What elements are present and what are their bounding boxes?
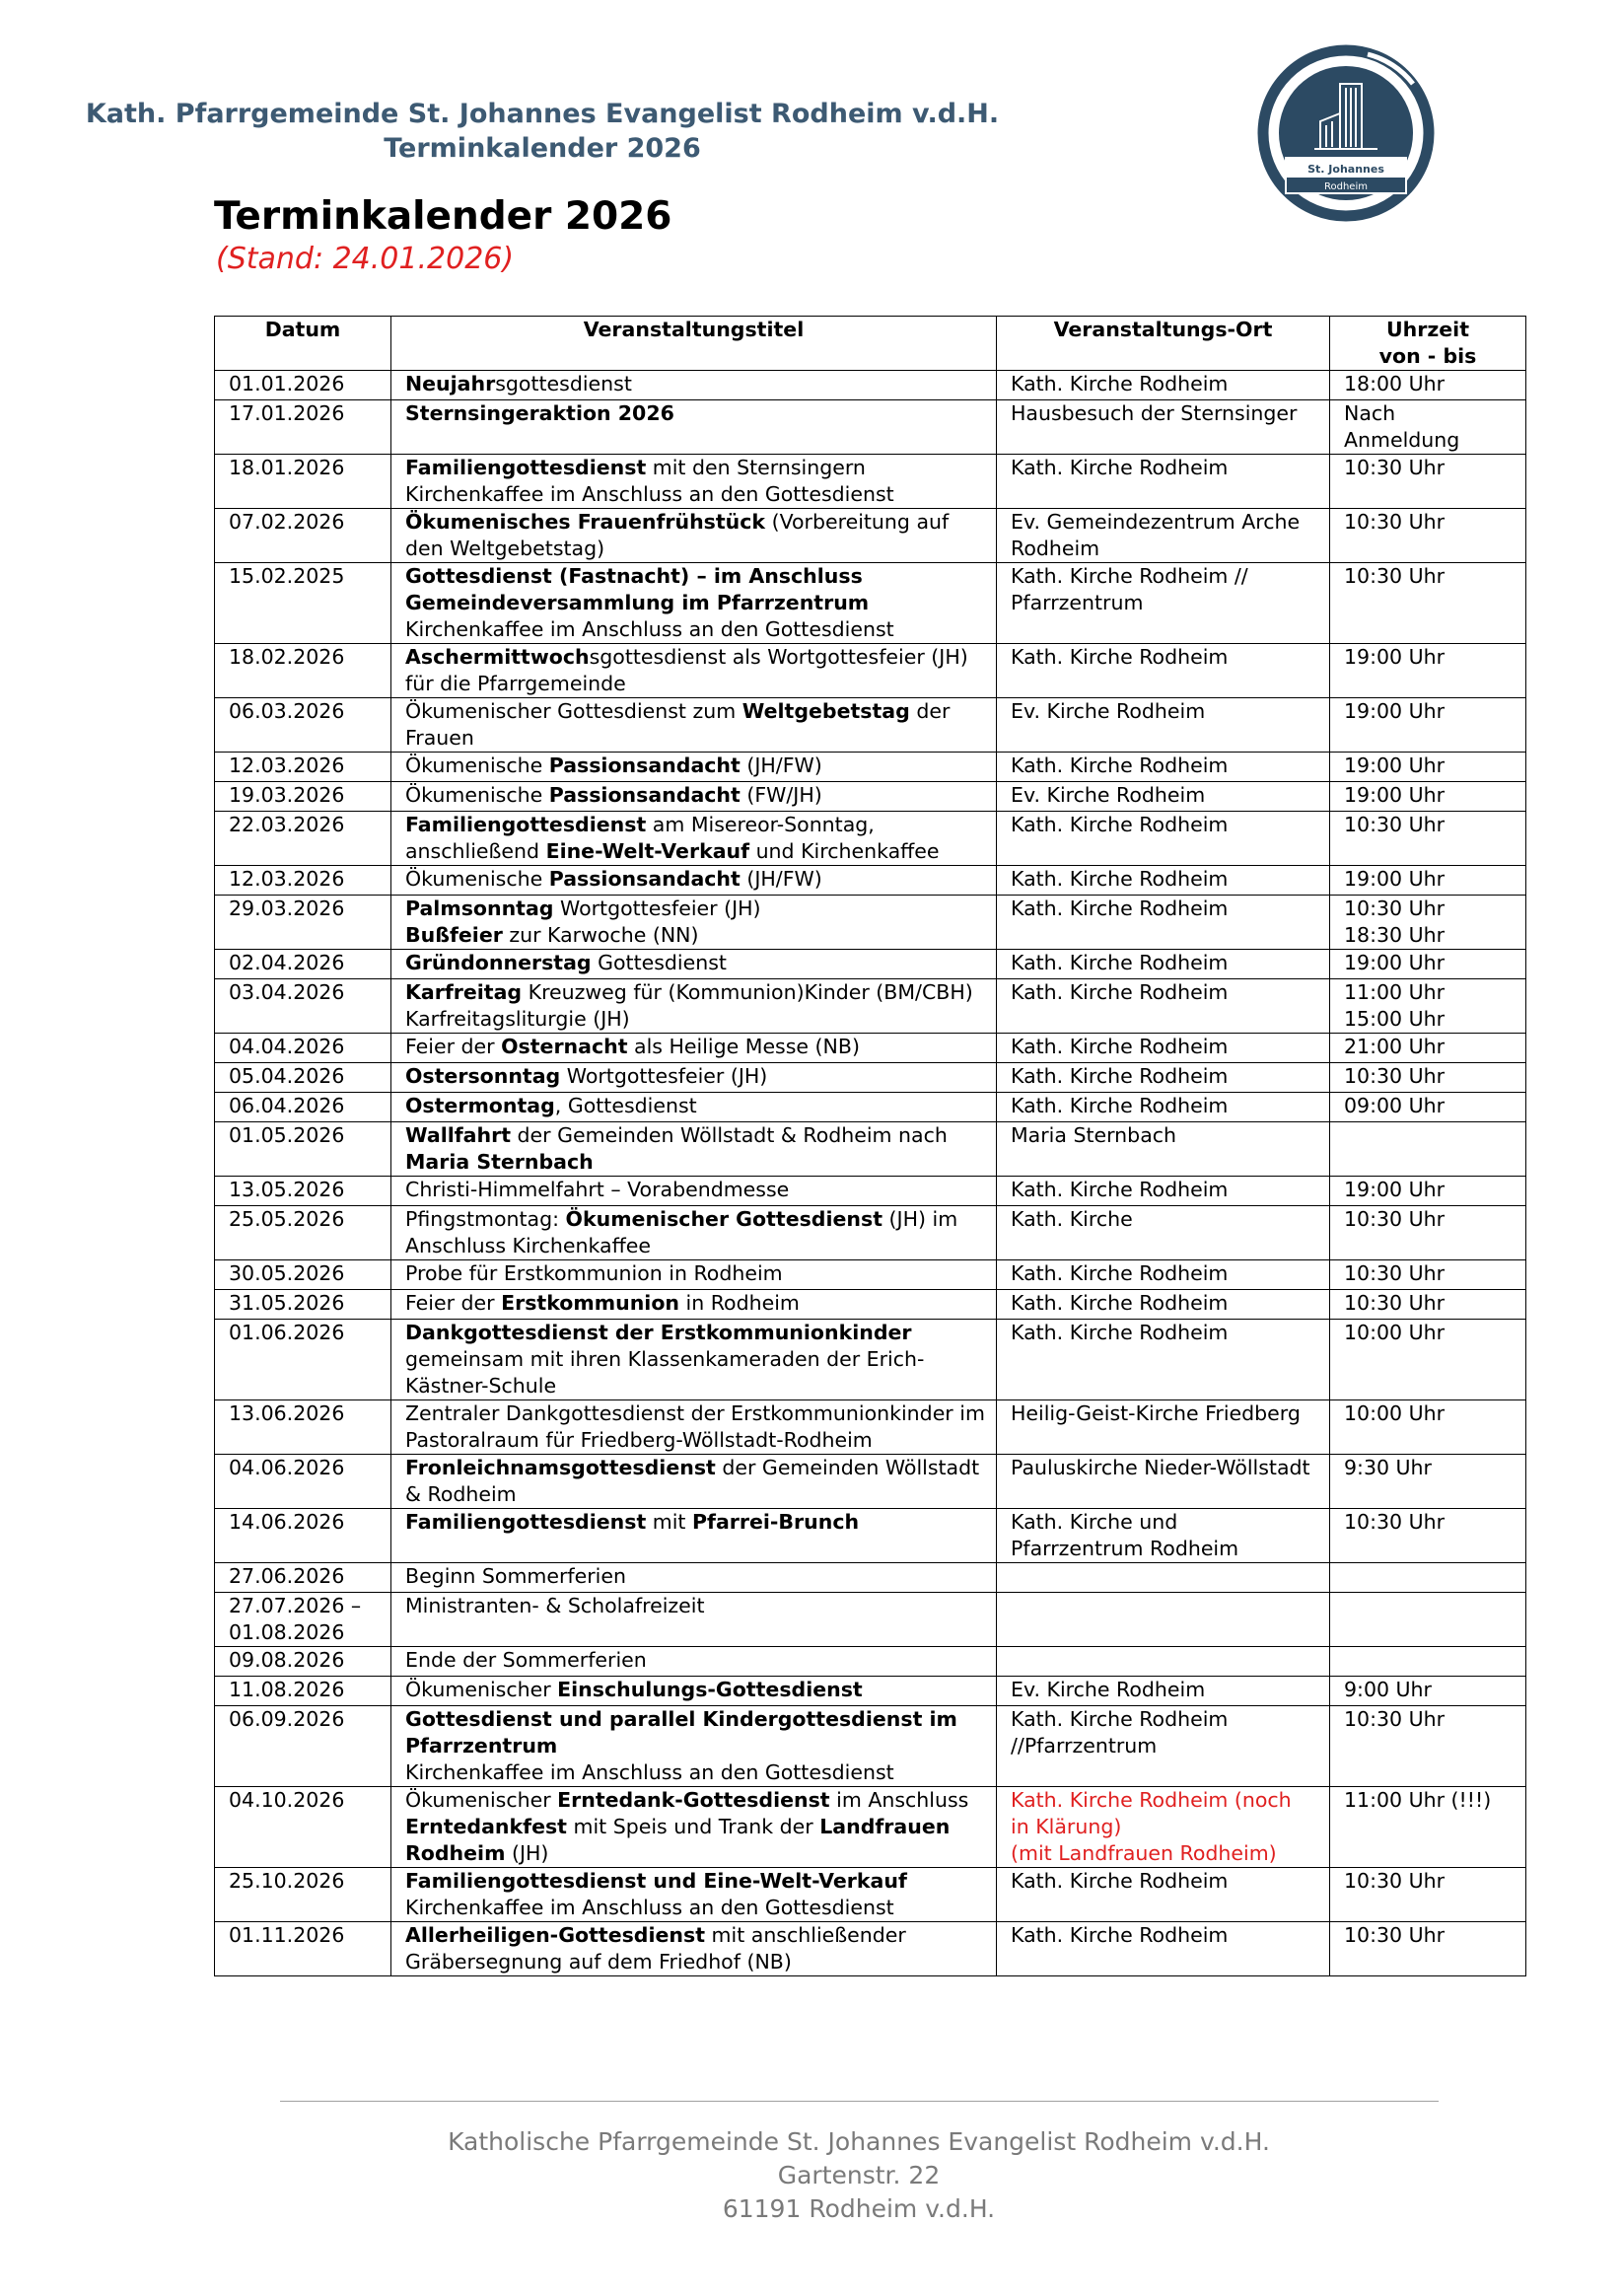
cell-title [391, 979, 997, 1034]
cell-time: 19:00 Uhr [1330, 1177, 1526, 1206]
cell-place [997, 1290, 1330, 1320]
cell-title-text: Erntedankfest [405, 1815, 567, 1838]
cell-title-text: Ostersonntag [405, 1064, 561, 1088]
cell-place [997, 1122, 1330, 1177]
table-row [215, 1093, 1526, 1122]
cell-title-text: Ökumenischer [405, 1788, 558, 1812]
table-header-row [215, 317, 1526, 371]
cell-title [391, 896, 997, 950]
cell-title-text: Ökumenische [405, 783, 549, 807]
table-row [215, 1034, 1526, 1063]
cell-place [997, 1206, 1330, 1260]
cell-place [997, 753, 1330, 782]
cell-date: 04.10.2026 [215, 1787, 391, 1868]
cell-title [391, 1122, 997, 1177]
cell-time: 21:00 Uhr [1330, 1034, 1526, 1063]
cell-title [391, 1787, 997, 1868]
cell-time: 18:00 Uhr [1330, 371, 1526, 400]
footer-city: 61191 Rodheim v.d.H. [722, 2194, 996, 2223]
cell-place-text: Kath. Kirche Rodheim [1011, 897, 1229, 920]
cell-time: 19:00 Uhr [1330, 782, 1526, 812]
cell-time: 19:00 Uhr [1330, 950, 1526, 979]
cell-date: 22.03.2026 [215, 812, 391, 866]
cell-date: 04.06.2026 [215, 1455, 391, 1509]
table-row [215, 1400, 1526, 1455]
cell-title-text: Ökumenisches Frauenfrühstück [405, 510, 766, 534]
cell-place-text: Kath. Kirche Rodheim [1011, 456, 1229, 479]
cell-time: 9:30 Uhr [1330, 1455, 1526, 1509]
cell-title-text: mit anschließender Gräbersegnung auf dem Friedhof (NB) [405, 1923, 906, 1973]
cell-title-text: Erntedank-Gottesdienst [557, 1788, 830, 1812]
table-row [215, 812, 1526, 866]
cell-place [997, 1647, 1330, 1677]
cell-place-text: Kath. Kirche Rodheim (noch in Klärung) (mit Landfrauen Rodheim) [1011, 1788, 1292, 1865]
status-date: (Stand: 24.01.2026) [216, 242, 515, 276]
cell-place-text: Kath. Kirche Rodheim //Pfarrzentrum [1011, 1707, 1229, 1758]
cell-place-text: Kath. Kirche Rodheim [1011, 1035, 1229, 1058]
cell-date: 25.10.2026 [215, 1868, 391, 1922]
cell-title-text: Gottesdienst [591, 951, 727, 974]
cell-time: 10:30 Uhr [1330, 812, 1526, 866]
cell-title [391, 1593, 997, 1647]
cell-time: Nach Anmeldung [1330, 400, 1526, 455]
table-row [215, 563, 1526, 644]
cell-place [997, 979, 1330, 1034]
cell-title-text: Pfingstmontag: [405, 1207, 566, 1231]
cell-place-text: Ev. Kirche Rodheim [1011, 783, 1206, 807]
cell-title [391, 1706, 997, 1787]
cell-place-text: Ev. Gemeindezentrum Arche Rodheim [1011, 510, 1301, 560]
cell-title [391, 866, 997, 896]
cell-title [391, 563, 997, 644]
cell-title-text: (JH/FW) [740, 753, 822, 777]
column-header-time: Uhrzeit von - bis [1330, 317, 1526, 371]
cell-title [391, 1290, 997, 1320]
cell-title-text: Weltgebetstag [741, 699, 910, 723]
cell-title-text: Gottesdienst und parallel Kindergottesdienst im Pfarrzentrum [405, 1707, 957, 1758]
cell-title-text: Christi-Himmelfahrt – Vorabendmesse [405, 1178, 790, 1201]
cell-place-text: Kath. Kirche Rodheim [1011, 1261, 1229, 1285]
table-row [215, 400, 1526, 455]
cell-title-text: Feier der [405, 1035, 502, 1058]
table-row [215, 1706, 1526, 1787]
cell-date: 01.06.2026 [215, 1320, 391, 1400]
cell-title [391, 812, 997, 866]
cell-place-text: Kath. Kirche Rodheim [1011, 813, 1229, 836]
cell-title-text: Ende der Sommerferien [405, 1648, 647, 1672]
footer-divider [280, 2101, 1439, 2102]
column-header-title: Veranstaltungstitel [391, 317, 997, 371]
event-table [214, 316, 1526, 1976]
cell-title-text: zur Karwoche (NN) [502, 923, 699, 947]
cell-title-text: Ministranten- & Scholafreizeit [405, 1594, 705, 1617]
cell-title-text: Beginn Sommerferien [405, 1564, 626, 1588]
cell-title-text: Osternacht [501, 1035, 628, 1058]
cell-title [391, 1206, 997, 1260]
cell-title-text: Bußfeier [405, 923, 503, 947]
cell-title-text: Allerheiligen-Gottesdienst [405, 1923, 706, 1947]
cell-title [391, 782, 997, 812]
table-row [215, 1593, 1526, 1647]
cell-place-text: Kath. Kirche Rodheim [1011, 867, 1229, 891]
cell-time [1330, 1563, 1526, 1593]
cell-title-text: Ökumenische [405, 753, 549, 777]
cell-title-text: Maria Sternbach [405, 1150, 594, 1174]
cell-place [997, 371, 1330, 400]
cell-title-text: (Vorbereitung auf den Weltgebetstag) [405, 510, 950, 560]
table-row [215, 753, 1526, 782]
page-title: Terminkalender 2026 [214, 194, 672, 239]
cell-title-text: Fronleichnamsgottesdienst [405, 1456, 716, 1479]
cell-date: 01.11.2026 [215, 1922, 391, 1976]
cell-title-text: Erstkommunion [501, 1291, 680, 1315]
cell-place-text: Kath. Kirche Rodheim [1011, 645, 1229, 669]
cell-time: 10:30 Uhr [1330, 509, 1526, 563]
cell-title-text: Kreuzweg für (Kommunion)Kinder (BM/CBH) Karfreitagsliturgie (JH) [405, 980, 973, 1031]
cell-place-text: Ev. Kirche Rodheim [1011, 1678, 1206, 1701]
cell-date: 31.05.2026 [215, 1290, 391, 1320]
cell-title [391, 371, 997, 400]
cell-place [997, 896, 1330, 950]
cell-title-text: Eine-Welt-Verkauf [545, 839, 750, 863]
cell-place [997, 509, 1330, 563]
cell-title [391, 1260, 997, 1290]
table-row [215, 1647, 1526, 1677]
table-row [215, 1063, 1526, 1093]
cell-place-text: Hausbesuch der Sternsinger [1011, 401, 1298, 425]
cell-title-text: (FW/JH) [740, 783, 822, 807]
cell-title [391, 1677, 997, 1706]
cell-place [997, 1706, 1330, 1787]
cell-date: 13.05.2026 [215, 1177, 391, 1206]
cell-place [997, 1063, 1330, 1093]
cell-title [391, 1509, 997, 1563]
cell-title-text: sgottesdienst [495, 372, 632, 395]
cell-time: 10:00 Uhr [1330, 1400, 1526, 1455]
cell-date: 07.02.2026 [215, 509, 391, 563]
cell-place-text: Kath. Kirche Rodheim [1011, 1321, 1229, 1344]
cell-time [1330, 1647, 1526, 1677]
cell-title-text: mit Speis und Trank der [566, 1815, 820, 1838]
logo-text-name: St. Johannes [1307, 163, 1384, 176]
cell-place-text: Kath. Kirche Rodheim // Pfarrzentrum [1011, 564, 1248, 614]
cell-title-text: Familiengottesdienst [405, 1510, 647, 1534]
cell-place [997, 1034, 1330, 1063]
cell-title-text: mit [646, 1510, 692, 1534]
cell-title-text: Neujahr [405, 372, 496, 395]
cell-title-text: Familiengottesdienst und Eine-Welt-Verkauf [405, 1869, 907, 1893]
table-row [215, 1509, 1526, 1563]
cell-time: 10:30 Uhr [1330, 1509, 1526, 1563]
cell-date: 18.01.2026 [215, 455, 391, 509]
cell-title-text: Ökumenischer [405, 1678, 558, 1701]
cell-place [997, 866, 1330, 896]
cell-title-text: (JH) [505, 1841, 549, 1865]
cell-title-text: Wortgottesfeier (JH) [560, 1064, 768, 1088]
cell-time [1330, 1122, 1526, 1177]
cell-title-text: , Gottesdienst [554, 1094, 697, 1117]
cell-time: 10:30 Uhr [1330, 1706, 1526, 1787]
cell-place [997, 1787, 1330, 1868]
table-row [215, 1320, 1526, 1400]
cell-title-text: der Gemeinden Wöllstadt & Rodheim nach [517, 1123, 948, 1147]
table-row [215, 866, 1526, 896]
cell-date: 09.08.2026 [215, 1647, 391, 1677]
cell-title-text: Sternsingeraktion 2026 [405, 401, 674, 425]
cell-date: 12.03.2026 [215, 753, 391, 782]
cell-title-text: Feier der [405, 1291, 502, 1315]
cell-place [997, 812, 1330, 866]
cell-date: 12.03.2026 [215, 866, 391, 896]
cell-title-text: (JH) im Anschluss Kirchenkaffee [405, 1207, 958, 1257]
cell-place [997, 1400, 1330, 1455]
cell-place-text: Kath. Kirche Rodheim [1011, 1064, 1229, 1088]
table-row [215, 1290, 1526, 1320]
footer-parish-name: Katholische Pfarrgemeinde St. Johannes Evangelist Rodheim v.d.H. [448, 2127, 1270, 2156]
cell-time: 19:00 Uhr [1330, 698, 1526, 753]
table-row [215, 1677, 1526, 1706]
cell-date: 03.04.2026 [215, 979, 391, 1034]
cell-place [997, 455, 1330, 509]
cell-time [1330, 1593, 1526, 1647]
table-row [215, 509, 1526, 563]
table-row [215, 1260, 1526, 1290]
cell-place [997, 1320, 1330, 1400]
cell-title-text: Zentraler Dankgottesdienst der Erstkommunionkinder im Pastoralraum für Friedberg-Wöllstadt-Rodheim [405, 1401, 985, 1452]
table-row [215, 455, 1526, 509]
table-row [215, 950, 1526, 979]
table-row [215, 1563, 1526, 1593]
cell-time: 10:30 Uhr [1330, 1868, 1526, 1922]
logo-text-place: Rodheim [1324, 181, 1368, 192]
cell-place-text: Kath. Kirche Rodheim [1011, 372, 1229, 395]
cell-place-text: Kath. Kirche [1011, 1207, 1133, 1231]
table-row [215, 1122, 1526, 1177]
cell-title [391, 1320, 997, 1400]
cell-title-text: in Rodheim [679, 1291, 800, 1315]
cell-date: 06.03.2026 [215, 698, 391, 753]
cell-title-text: mit den Sternsingern Kirchenkaffee im Anschluss an den Gottesdienst [405, 456, 894, 506]
cell-title [391, 644, 997, 698]
cell-title [391, 1455, 997, 1509]
cell-place [997, 400, 1330, 455]
cell-date: 17.01.2026 [215, 400, 391, 455]
cell-title-text: Passionsandacht [548, 783, 741, 807]
table-row [215, 1868, 1526, 1922]
cell-title-text: der Gemeinden Wöllstadt & Rodheim [405, 1456, 980, 1506]
cell-title [391, 1093, 997, 1122]
cell-place-text: Pauluskirche Nieder-Wöllstadt [1011, 1456, 1310, 1479]
cell-title-text: Dankgottesdienst der Erstkommunionkinder [405, 1321, 912, 1344]
cell-title-text: und Kirchenkaffee [749, 839, 940, 863]
cell-title-text: Ökumenischer Gottesdienst [565, 1207, 883, 1231]
cell-time: 10:00 Uhr [1330, 1320, 1526, 1400]
table-row [215, 698, 1526, 753]
table-row [215, 1206, 1526, 1260]
cell-time: 19:00 Uhr [1330, 753, 1526, 782]
cell-title-text: Gottesdienst (Fastnacht) – im Anschluss Gemeindeversammlung im Pfarrzentrum [405, 564, 870, 614]
cell-title [391, 400, 997, 455]
cell-time: 10:30 Uhr [1330, 455, 1526, 509]
cell-title-text: Wortgottesfeier (JH) [560, 897, 761, 920]
cell-place [997, 1677, 1330, 1706]
cell-place-text: Kath. Kirche Rodheim [1011, 1178, 1229, 1201]
cell-title-text: Pfarrei-Brunch [692, 1510, 860, 1534]
cell-title-text: der Frauen [405, 699, 951, 750]
cell-title-text: gemeinsam mit ihren Klassenkameraden der Erich- Kästner-Schule [405, 1347, 925, 1398]
table-row [215, 979, 1526, 1034]
cell-place [997, 1922, 1330, 1976]
parish-logo [1257, 44, 1435, 222]
cell-place [997, 1593, 1330, 1647]
cell-date: 27.06.2026 [215, 1563, 391, 1593]
table-row [215, 782, 1526, 812]
cell-title-text: Passionsandacht [548, 867, 741, 891]
cell-place-text: Kath. Kirche Rodheim [1011, 1869, 1229, 1893]
cell-time: 10:30 Uhr [1330, 1260, 1526, 1290]
cell-place [997, 1563, 1330, 1593]
cell-title-text: Karfreitag [405, 980, 523, 1004]
cell-date: 30.05.2026 [215, 1260, 391, 1290]
table-row [215, 1455, 1526, 1509]
cell-title-text: sgottesdienst als Wortgottesfeier (JH) für die Pfarrgemeinde [405, 645, 968, 695]
column-header-place: Veranstaltungs-Ort [997, 317, 1330, 371]
cell-title [391, 950, 997, 979]
cell-title-text: im Anschluss [836, 1788, 969, 1812]
cell-title-text: Ökumenische [405, 867, 549, 891]
cell-date: 01.01.2026 [215, 371, 391, 400]
cell-place [997, 1177, 1330, 1206]
cell-title-text: Wallfahrt [405, 1123, 512, 1147]
cell-title [391, 1922, 997, 1976]
cell-place [997, 698, 1330, 753]
cell-title [391, 1034, 997, 1063]
cell-place-text: Heilig-Geist-Kirche Friedberg [1011, 1401, 1301, 1425]
cell-date: 06.09.2026 [215, 1706, 391, 1787]
cell-time: 10:30 Uhr [1330, 563, 1526, 644]
cell-place [997, 950, 1330, 979]
cell-title-text: Gründonnerstag [405, 951, 592, 974]
cell-time: 10:30 Uhr 18:30 Uhr [1330, 896, 1526, 950]
cell-place-text: Ev. Kirche Rodheim [1011, 699, 1206, 723]
cell-title-text: (JH/FW) [740, 867, 822, 891]
cell-place-text: Kath. Kirche Rodheim [1011, 1923, 1229, 1947]
cell-title-text: Passionsandacht [548, 753, 741, 777]
cell-title [391, 509, 997, 563]
cell-title [391, 455, 997, 509]
cell-title [391, 1177, 997, 1206]
cell-time: 09:00 Uhr [1330, 1093, 1526, 1122]
cell-place [997, 1868, 1330, 1922]
cell-date: 11.08.2026 [215, 1677, 391, 1706]
cell-date: 04.04.2026 [215, 1034, 391, 1063]
cell-place [997, 1455, 1330, 1509]
cell-title [391, 1868, 997, 1922]
cell-date: 14.06.2026 [215, 1509, 391, 1563]
cell-title-text: Ökumenischer Gottesdienst zum [405, 699, 742, 723]
parish-name: Kath. Pfarrgemeinde St. Johannes Evangelist Rodheim v.d.H. [85, 99, 1000, 129]
cell-place [997, 782, 1330, 812]
cell-place-text: Kath. Kirche Rodheim [1011, 1291, 1229, 1315]
cell-date: 29.03.2026 [215, 896, 391, 950]
column-header-date: Datum [215, 317, 391, 371]
cell-time: 10:30 Uhr [1330, 1922, 1526, 1976]
cell-title-text: Probe für Erstkommunion in Rodheim [405, 1261, 783, 1285]
cell-date: 19.03.2026 [215, 782, 391, 812]
cell-title-text: Familiengottesdienst [405, 456, 647, 479]
cell-date: 02.04.2026 [215, 950, 391, 979]
cell-time: 9:00 Uhr [1330, 1677, 1526, 1706]
table-row [215, 1922, 1526, 1976]
cell-place [997, 563, 1330, 644]
cell-place [997, 644, 1330, 698]
cell-time: 10:30 Uhr [1330, 1063, 1526, 1093]
letterhead-subtitle: Terminkalender 2026 [384, 133, 701, 164]
cell-title-text: Kirchenkaffee im Anschluss an den Gottesdienst [405, 617, 894, 641]
cell-date: 05.04.2026 [215, 1063, 391, 1093]
cell-place-text: Kath. Kirche Rodheim [1011, 753, 1229, 777]
cell-date: 25.05.2026 [215, 1206, 391, 1260]
cell-time: 10:30 Uhr [1330, 1290, 1526, 1320]
cell-title-text: Palmsonntag [405, 897, 554, 920]
cell-place-text: Kath. Kirche Rodheim [1011, 980, 1229, 1004]
cell-title-text: Einschulungs-Gottesdienst [557, 1678, 863, 1701]
cell-title-text: Kirchenkaffee im Anschluss an den Gottesdienst [405, 1760, 894, 1784]
cell-title-text: Aschermittwoch [405, 645, 590, 669]
cell-title [391, 1400, 997, 1455]
cell-place [997, 1260, 1330, 1290]
cell-title-text: am Misereor-Sonntag, anschließend [405, 813, 875, 863]
cell-title [391, 1563, 997, 1593]
cell-title [391, 698, 997, 753]
cell-time: 19:00 Uhr [1330, 644, 1526, 698]
cell-title [391, 753, 997, 782]
cell-date: 18.02.2026 [215, 644, 391, 698]
cell-place-text: Maria Sternbach [1011, 1123, 1177, 1147]
table-row [215, 896, 1526, 950]
cell-place [997, 1509, 1330, 1563]
cell-date: 01.05.2026 [215, 1122, 391, 1177]
cell-title-text: Ostermontag [405, 1094, 555, 1117]
cell-date: 15.02.2025 [215, 563, 391, 644]
footer-street: Gartenstr. 22 [777, 2161, 941, 2189]
cell-place [997, 1093, 1330, 1122]
cell-place-text: Kath. Kirche Rodheim [1011, 951, 1229, 974]
cell-place-text: Kath. Kirche Rodheim [1011, 1094, 1229, 1117]
cell-title [391, 1063, 997, 1093]
cell-time: 11:00 Uhr 15:00 Uhr [1330, 979, 1526, 1034]
cell-time: 19:00 Uhr [1330, 866, 1526, 896]
table-row [215, 1787, 1526, 1868]
cell-place-text: Kath. Kirche und Pfarrzentrum Rodheim [1011, 1510, 1239, 1560]
table-row [215, 371, 1526, 400]
cell-date: 13.06.2026 [215, 1400, 391, 1455]
cell-time: 10:30 Uhr [1330, 1206, 1526, 1260]
cell-title-text: Familiengottesdienst [405, 813, 647, 836]
table-row [215, 1177, 1526, 1206]
cell-title-text: Kirchenkaffee im Anschluss an den Gottesdienst [405, 1896, 894, 1919]
cell-time: 11:00 Uhr (!!!) [1330, 1787, 1526, 1868]
cell-date: 06.04.2026 [215, 1093, 391, 1122]
table-row [215, 644, 1526, 698]
cell-title-text: als Heilige Messe (NB) [627, 1035, 860, 1058]
cell-date: 27.07.2026 – 01.08.2026 [215, 1593, 391, 1647]
cell-title-text: Landfrauen Rodheim [405, 1815, 951, 1865]
cell-title [391, 1647, 997, 1677]
